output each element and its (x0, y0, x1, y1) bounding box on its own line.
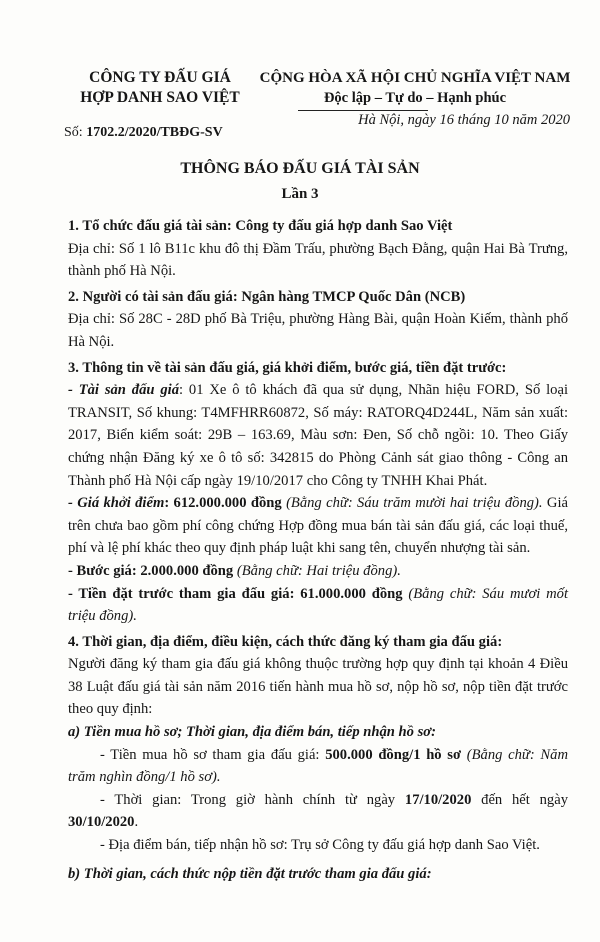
bid-step (68, 560, 568, 583)
subsection-b-heading: b) Thời gian, cách thức nộp tiền đặt trước tham gia đấu giá: (68, 865, 432, 882)
nation-name: CỘNG HÒA XÃ HỘI CHỦ NGHĨA VIỆT NAM (259, 70, 571, 86)
bid-step-words: (Bằng chữ: Hai triệu đồng). (233, 562, 401, 579)
sale-location: - Địa điểm bán, tiếp nhận hồ sơ: Trụ sở Công ty đấu giá hợp danh Sao Việt. (100, 837, 540, 854)
dossier-fee-words: (Bằng chữ: Năm trăm nghìn đồng/1 hồ sơ). (68, 746, 568, 786)
deposit-words: (Bằng chữ: Sáu mươi mốt triệu đồng). (68, 585, 569, 625)
sale-period (68, 789, 568, 834)
bid-step-label: - Bước giá: 2.000.000 đồng (68, 562, 234, 579)
document-subtitle: Lần 3 (281, 186, 319, 202)
starting-price-label: - Giá khởi điểm (68, 495, 165, 512)
dossier-fee (68, 744, 568, 789)
sale-period-end: . (134, 814, 139, 831)
document-date: Hà Nội, ngày 16 tháng 10 năm 2020 (358, 112, 570, 128)
company-name-line1: CÔNG TY ĐẤU GIÁ (89, 69, 231, 86)
company-name-line2: HỢP DANH SAO VIỆT (80, 89, 240, 106)
section-4-intro: Người đăng ký tham gia đấu giá không thuộc trường hợp quy định tại khoản 4 Điều 38 Luật đấu giá tài sản năm 2016 tiến hành mua hồ sơ, nộp hồ sơ, nộp tiền đặt trước theo quy định: (68, 656, 568, 718)
subsection-a-heading: a) Tiền mua hồ sơ; Thời gian, địa điểm bán, tiếp nhận hồ sơ: (68, 724, 436, 741)
sale-period-from: 17/10/2020 (404, 791, 472, 808)
national-motto: Độc lập – Tự do – Hạnh phúc (323, 90, 507, 106)
document-body (68, 212, 568, 885)
starting-price-value: : 612.000.000 đồng (164, 495, 282, 512)
starting-price-words: (Bằng chữ: Sáu trăm mười hai triệu đồng). (281, 495, 543, 512)
sale-period-mid: đến hết ngày (471, 791, 568, 808)
dossier-fee-text: - Tiền mua hồ sơ tham gia đấu giá: (100, 746, 326, 763)
sale-period-text: - Thời gian: Trong giờ hành chính từ ngày (100, 791, 405, 808)
sale-period-to: 30/10/2020 (68, 814, 135, 831)
section-3-heading: 3. Thông tin về tài sản đấu giá, giá khởi điểm, bước giá, tiền đặt trước: (68, 359, 507, 376)
starting-price-note: Giá trên chưa bao gồm phí công chứng Hợp đồng mua bán tài sản đấu giá, các loại thuế, phí và lệ phí khác theo quy định pháp luật khi sang tên, chuyển nhượng tài sản. (68, 495, 568, 557)
asset-label: - Tài sản đấu giá (68, 382, 179, 399)
section-4-heading: 4. Thời gian, địa điểm, điều kiện, cách thức đăng ký tham gia đấu giá: (68, 633, 503, 650)
national-header (245, 68, 585, 108)
section-1-heading: 1. Tổ chức đấu giá tài sản: Công ty đấu giá hợp danh Sao Việt (68, 218, 453, 234)
section-1-address: Địa chỉ: Số 1 lô B11c khu đô thị Đầm Trấu, phường Bạch Đằng, quận Hai Bà Trưng, thành phố Hà Nội. (68, 240, 568, 280)
document-number (64, 125, 223, 141)
asset-description (68, 379, 568, 492)
dossier-fee-value: 500.000 đồng/1 hồ sơ (325, 746, 462, 763)
starting-price (68, 492, 568, 560)
section-2-address: Địa chỉ: Số 28C - 28D phố Bà Triệu, phường Hàng Bài, quận Hoàn Kiếm, thành phố Hà Nội. (68, 311, 568, 350)
document-title: THÔNG BÁO ĐẤU GIÁ TÀI SẢN (180, 160, 420, 177)
deposit (68, 583, 568, 628)
company-header (60, 68, 260, 108)
deposit-label: - Tiền đặt trước tham gia đấu giá: 61.000.000 đồng (68, 585, 403, 602)
motto-underline (298, 110, 428, 111)
document-number-value: 1702.2/2020/TBĐG-SV (86, 125, 223, 140)
document-number-label: Số: (64, 125, 83, 140)
section-2-heading: 2. Người có tài sản đấu giá: Ngân hàng TMCP Quốc Dân (NCB) (68, 288, 466, 305)
asset-text: : 01 Xe ô tô khách đã qua sử dụng, Nhãn hiệu FORD, Số loại TRANSIT, Số khung: T4MFHRR60872, Số máy: RATORQ4D244L, Năm sản xuất: 2017, Biển kiểm soát: 29B – 163.69, Màu sơn: Đen, Số chỗ ngồi: 10. Theo Giấy chứng nhận Đăng ký xe ô tô số: 342815 do Phòng Cảnh sát giao thông - Công an Thành phố Hà Nội cấp ngày 19/10/2017 cho Công ty TNHH Khai Phát. (68, 382, 568, 489)
